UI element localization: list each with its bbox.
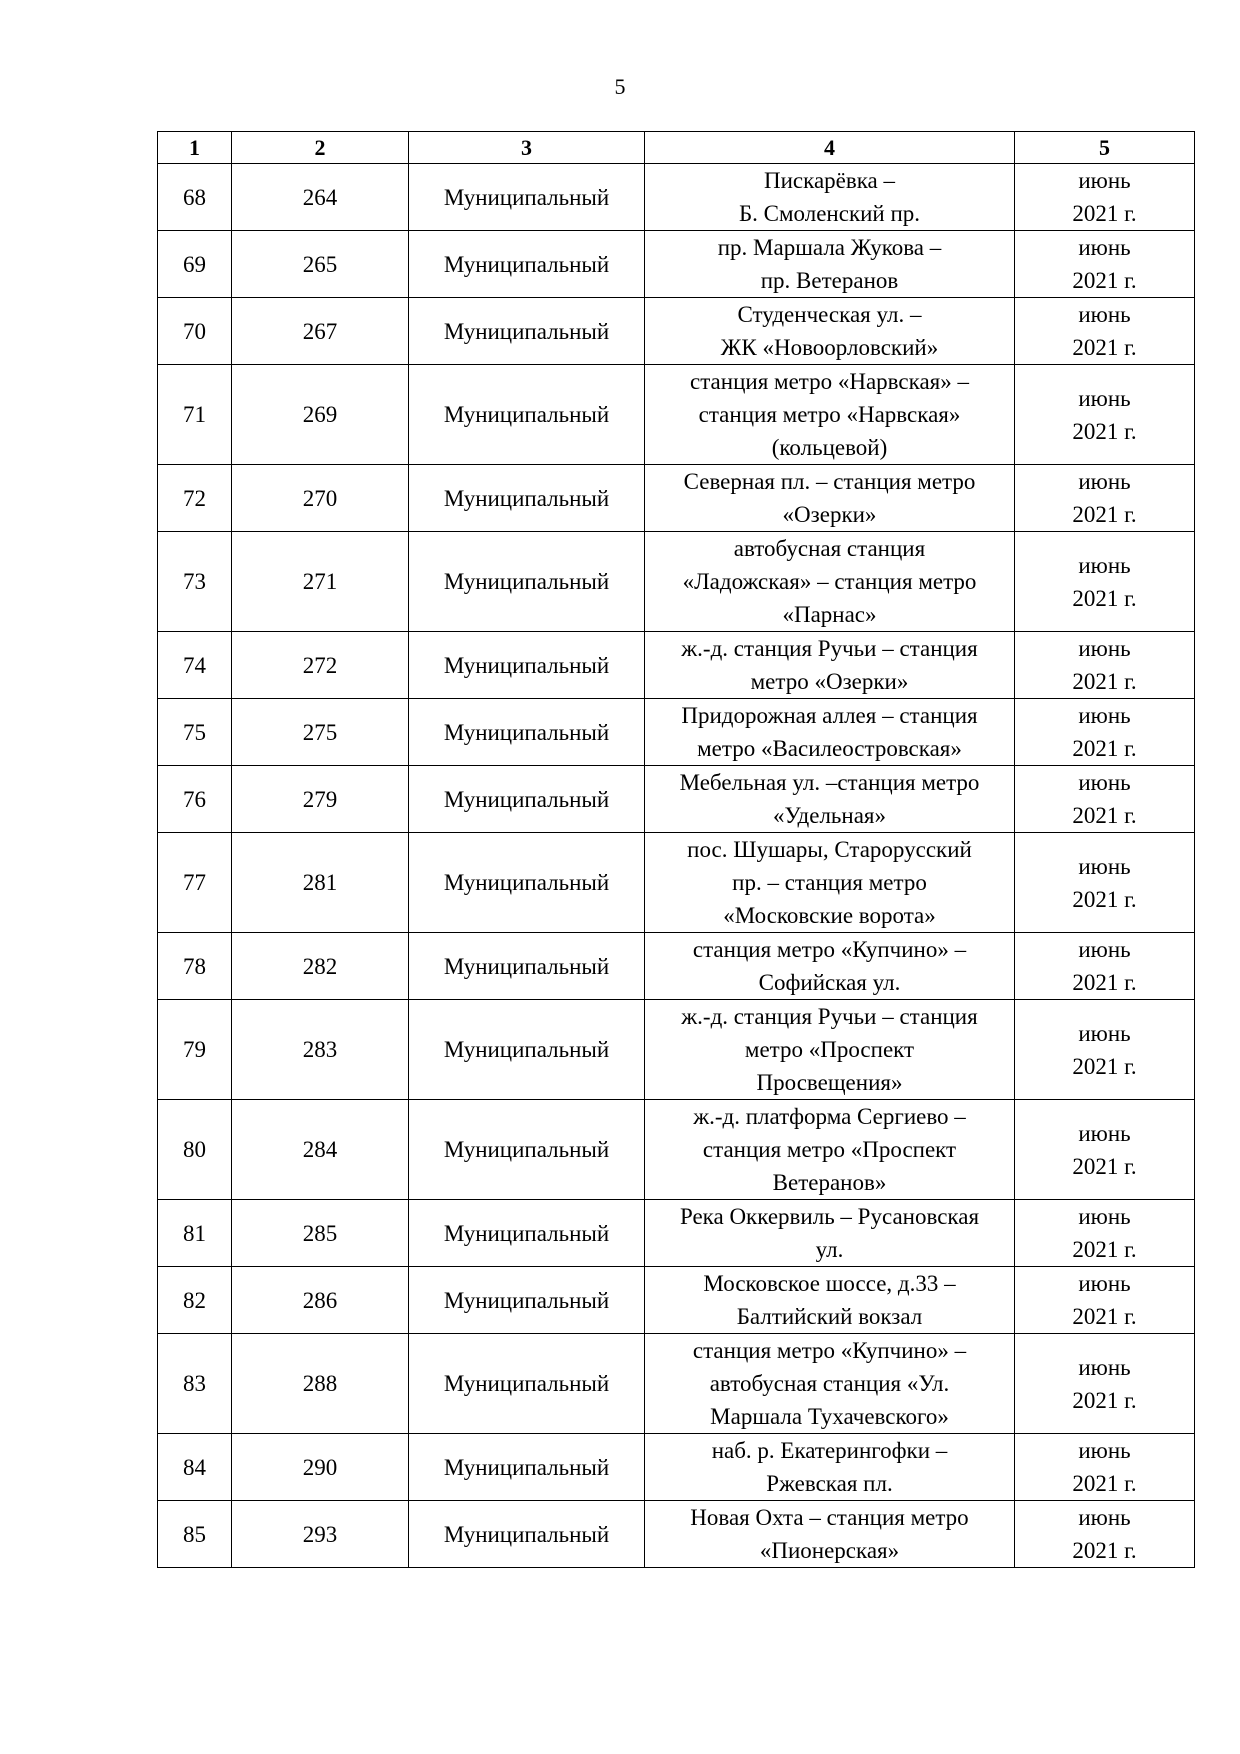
row-number-cell: 68 xyxy=(158,164,232,231)
route-type-cell: Муниципальный xyxy=(409,1200,645,1267)
route-number-cell: 271 xyxy=(232,532,409,632)
route-type-cell: Муниципальный xyxy=(409,1000,645,1100)
route-number-cell: 283 xyxy=(232,1000,409,1100)
route-number-cell: 286 xyxy=(232,1267,409,1334)
row-number-cell: 85 xyxy=(158,1501,232,1568)
row-number-cell: 74 xyxy=(158,632,232,699)
routes-table xyxy=(157,131,1195,1568)
table-row xyxy=(158,833,1195,933)
table-row xyxy=(158,699,1195,766)
table-row xyxy=(158,933,1195,1000)
route-type-cell: Муниципальный xyxy=(409,1334,645,1434)
route-number-cell: 284 xyxy=(232,1100,409,1200)
page-number: 5 xyxy=(614,74,626,99)
route-path-cell: ж.-д. станция Ручьи – станция метро «Проспект Просвещения» xyxy=(645,1000,1015,1100)
date-cell: июнь 2021 г. xyxy=(1015,164,1195,231)
table-row xyxy=(158,1200,1195,1267)
column-header-1: 1 xyxy=(158,132,232,164)
route-path-cell: автобусная станция «Ладожская» – станция метро «Парнас» xyxy=(645,532,1015,632)
row-number-cell: 75 xyxy=(158,699,232,766)
route-path-cell: пр. Маршала Жукова – пр. Ветеранов xyxy=(645,231,1015,298)
route-type-cell: Муниципальный xyxy=(409,231,645,298)
column-header-3: 3 xyxy=(409,132,645,164)
route-number-cell: 265 xyxy=(232,231,409,298)
table-body xyxy=(158,164,1195,1568)
date-cell: июнь 2021 г. xyxy=(1015,699,1195,766)
route-type-cell: Муниципальный xyxy=(409,532,645,632)
route-path-cell: Московское шоссе, д.33 – Балтийский вокзал xyxy=(645,1267,1015,1334)
route-type-cell: Муниципальный xyxy=(409,1267,645,1334)
table-row xyxy=(158,298,1195,365)
date-cell: июнь 2021 г. xyxy=(1015,833,1195,933)
route-number-cell: 285 xyxy=(232,1200,409,1267)
route-number-cell: 264 xyxy=(232,164,409,231)
date-cell: июнь 2021 г. xyxy=(1015,766,1195,833)
table-row xyxy=(158,465,1195,532)
route-path-cell: ж.-д. станция Ручьи – станция метро «Озерки» xyxy=(645,632,1015,699)
date-cell: июнь 2021 г. xyxy=(1015,231,1195,298)
route-type-cell: Муниципальный xyxy=(409,766,645,833)
column-header-4: 4 xyxy=(645,132,1015,164)
table-row xyxy=(158,164,1195,231)
header-row xyxy=(158,132,1195,164)
route-path-cell: наб. р. Екатерингофки – Ржевская пл. xyxy=(645,1434,1015,1501)
row-number-cell: 71 xyxy=(158,365,232,465)
row-number-cell: 79 xyxy=(158,1000,232,1100)
route-type-cell: Муниципальный xyxy=(409,1100,645,1200)
route-type-cell: Муниципальный xyxy=(409,465,645,532)
route-path-cell: Северная пл. – станция метро «Озерки» xyxy=(645,465,1015,532)
route-number-cell: 267 xyxy=(232,298,409,365)
date-cell: июнь 2021 г. xyxy=(1015,365,1195,465)
route-number-cell: 279 xyxy=(232,766,409,833)
route-path-cell: станция метро «Купчино» – Софийская ул. xyxy=(645,933,1015,1000)
date-cell: июнь 2021 г. xyxy=(1015,1501,1195,1568)
date-cell: июнь 2021 г. xyxy=(1015,1000,1195,1100)
row-number-cell: 84 xyxy=(158,1434,232,1501)
route-path-cell: Мебельная ул. –станция метро «Удельная» xyxy=(645,766,1015,833)
route-type-cell: Муниципальный xyxy=(409,632,645,699)
table-row xyxy=(158,231,1195,298)
route-path-cell: Пискарёвка – Б. Смоленский пр. xyxy=(645,164,1015,231)
route-type-cell: Муниципальный xyxy=(409,164,645,231)
route-number-cell: 275 xyxy=(232,699,409,766)
route-type-cell: Муниципальный xyxy=(409,1434,645,1501)
date-cell: июнь 2021 г. xyxy=(1015,632,1195,699)
route-path-cell: Придорожная аллея – станция метро «Василеостровская» xyxy=(645,699,1015,766)
row-number-cell: 82 xyxy=(158,1267,232,1334)
route-path-cell: Река Оккервиль – Русановская ул. xyxy=(645,1200,1015,1267)
route-type-cell: Муниципальный xyxy=(409,933,645,1000)
route-path-cell: пос. Шушары, Старорусский пр. – станция метро «Московские ворота» xyxy=(645,833,1015,933)
table-row xyxy=(158,532,1195,632)
column-header-2: 2 xyxy=(232,132,409,164)
route-number-cell: 282 xyxy=(232,933,409,1000)
route-number-cell: 288 xyxy=(232,1334,409,1434)
table-row xyxy=(158,1434,1195,1501)
row-number-cell: 77 xyxy=(158,833,232,933)
route-path-cell: ж.-д. платформа Сергиево – станция метро «Проспект Ветеранов» xyxy=(645,1100,1015,1200)
date-cell: июнь 2021 г. xyxy=(1015,933,1195,1000)
route-number-cell: 269 xyxy=(232,365,409,465)
table-row xyxy=(158,1100,1195,1200)
route-path-cell: станция метро «Купчино» – автобусная станция «Ул. Маршала Тухачевского» xyxy=(645,1334,1015,1434)
table-row xyxy=(158,365,1195,465)
row-number-cell: 78 xyxy=(158,933,232,1000)
date-cell: июнь 2021 г. xyxy=(1015,465,1195,532)
date-cell: июнь 2021 г. xyxy=(1015,1334,1195,1434)
column-header-5: 5 xyxy=(1015,132,1195,164)
row-number-cell: 81 xyxy=(158,1200,232,1267)
route-type-cell: Муниципальный xyxy=(409,833,645,933)
route-number-cell: 290 xyxy=(232,1434,409,1501)
table-row xyxy=(158,1000,1195,1100)
date-cell: июнь 2021 г. xyxy=(1015,532,1195,632)
date-cell: июнь 2021 г. xyxy=(1015,1200,1195,1267)
date-cell: июнь 2021 г. xyxy=(1015,1267,1195,1334)
route-path-cell: станция метро «Нарвская» – станция метро «Нарвская» (кольцевой) xyxy=(645,365,1015,465)
route-path-cell: Студенческая ул. – ЖК «Новоорловский» xyxy=(645,298,1015,365)
route-path-cell: Новая Охта – станция метро «Пионерская» xyxy=(645,1501,1015,1568)
table-row xyxy=(158,1501,1195,1568)
route-number-cell: 270 xyxy=(232,465,409,532)
table-row xyxy=(158,1267,1195,1334)
row-number-cell: 73 xyxy=(158,532,232,632)
route-type-cell: Муниципальный xyxy=(409,1501,645,1568)
row-number-cell: 83 xyxy=(158,1334,232,1434)
route-number-cell: 281 xyxy=(232,833,409,933)
table-row xyxy=(158,632,1195,699)
date-cell: июнь 2021 г. xyxy=(1015,298,1195,365)
table-header xyxy=(158,132,1195,164)
date-cell: июнь 2021 г. xyxy=(1015,1100,1195,1200)
route-type-cell: Муниципальный xyxy=(409,699,645,766)
table-row xyxy=(158,1334,1195,1434)
table-row xyxy=(158,766,1195,833)
route-type-cell: Муниципальный xyxy=(409,298,645,365)
row-number-cell: 70 xyxy=(158,298,232,365)
route-number-cell: 272 xyxy=(232,632,409,699)
row-number-cell: 80 xyxy=(158,1100,232,1200)
row-number-cell: 76 xyxy=(158,766,232,833)
route-type-cell: Муниципальный xyxy=(409,365,645,465)
row-number-cell: 69 xyxy=(158,231,232,298)
row-number-cell: 72 xyxy=(158,465,232,532)
date-cell: июнь 2021 г. xyxy=(1015,1434,1195,1501)
route-number-cell: 293 xyxy=(232,1501,409,1568)
